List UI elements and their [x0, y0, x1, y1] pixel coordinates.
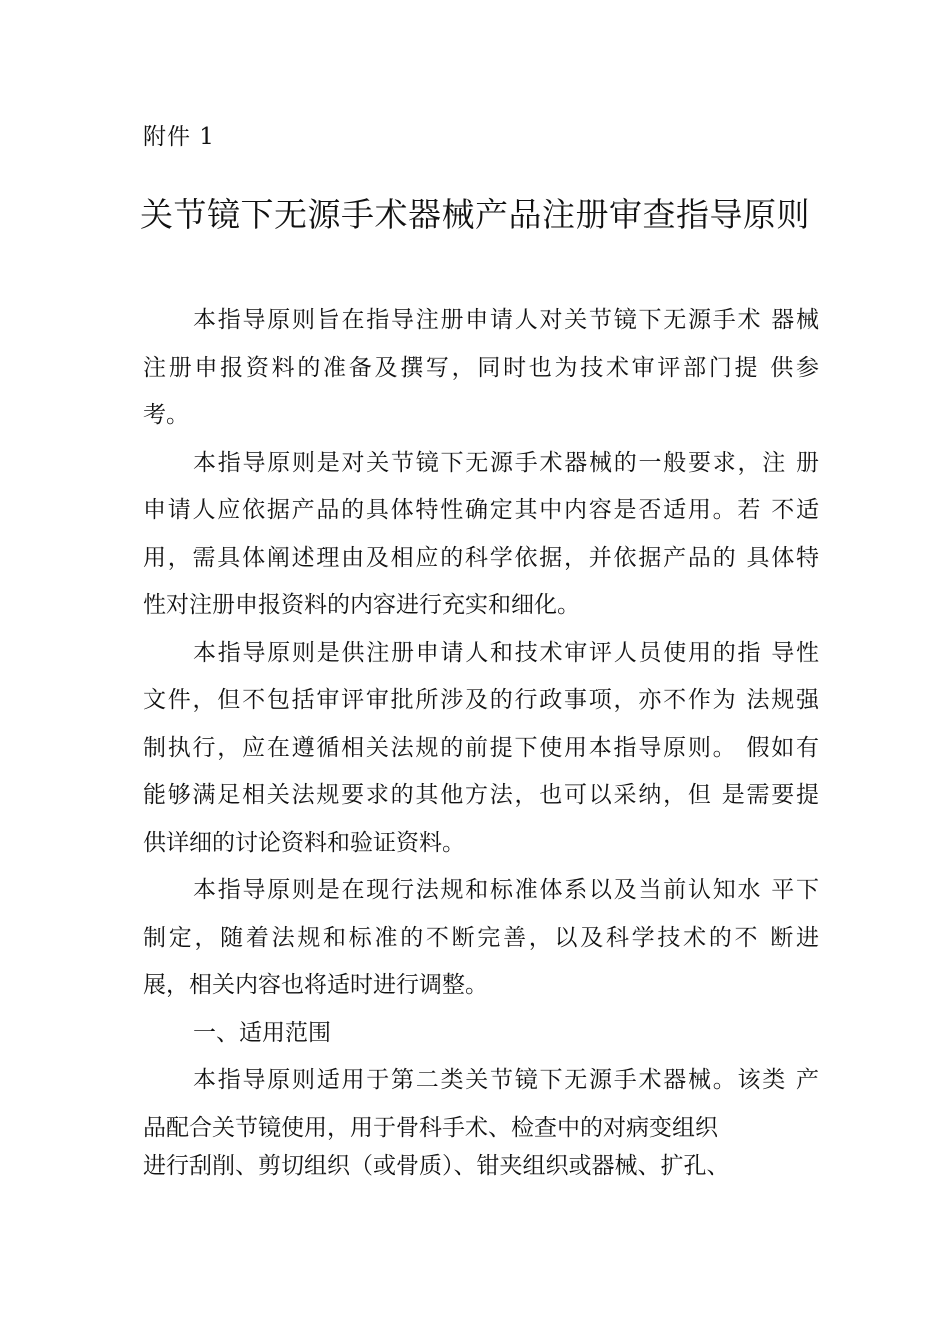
text-line: 本指导原则适用于第二类关节镜下无源手术器械。该类 产 — [193, 1067, 819, 1093]
document-body — [143, 297, 819, 1190]
text-line: 申请人应依据产品的具体特性确定其中内容是否适用。若 不适 — [143, 497, 819, 523]
text-line: 展，相关内容也将适时进行调整。 — [143, 972, 488, 998]
text-line: 考。 — [143, 402, 189, 428]
text-line: 品配合关节镜使用，用于骨科手术、检查中的对病变组织 — [143, 1114, 718, 1141]
paragraph-general-requirements — [143, 440, 819, 630]
paragraph-purpose — [143, 297, 819, 440]
text-line: 注册申报资料的准备及撰写，同时也为技术审评部门提 供参 — [143, 354, 819, 381]
text-line: 能够满足相关法规要求的其他方法，也可以采纳，但 是需要提 — [143, 782, 819, 808]
text-line: 本指导原则是在现行法规和标准体系以及当前认知水 平下 — [193, 877, 819, 903]
text-line: 本指导原则是供注册申请人和技术审评人员使用的指 导性 — [193, 639, 819, 666]
text-line: 性对注册申报资料的内容进行充实和细化。 — [143, 592, 580, 618]
paragraph-scope — [143, 1057, 819, 1190]
section-heading: 一、适用范围 — [193, 1019, 331, 1046]
text-line: 用，需具体阐述理由及相应的科学依据，并依据产品的 具体特 — [143, 544, 819, 571]
text-line: 进行刮削、剪切组织（或骨质）、钳夹组织或器械、扩孔、 — [143, 1152, 730, 1179]
paragraph-usage — [143, 630, 819, 868]
text-line: 制定，随着法规和标准的不断完善，以及科学技术的不 断进 — [143, 924, 819, 951]
text-line: 文件，但不包括审评审批所涉及的行政事项，亦不作为 法规强 — [143, 687, 819, 713]
section-heading-scope — [143, 1010, 819, 1058]
text-line: 供详细的讨论资料和验证资料。 — [143, 829, 465, 856]
document-title: 关节镜下无源手术器械产品注册审查指导原则 — [140, 195, 810, 234]
text-line: 本指导原则旨在指导注册申请人对关节镜下无源手术 器械 — [193, 307, 819, 333]
annex-label: 附件 1 — [143, 124, 215, 150]
paragraph-revision — [143, 867, 819, 1010]
text-line: 本指导原则是对关节镜下无源手术器械的一般要求，注 册 — [193, 449, 819, 476]
text-line: 制执行，应在遵循相关法规的前提下使用本指导原则。 假如有 — [143, 734, 819, 761]
